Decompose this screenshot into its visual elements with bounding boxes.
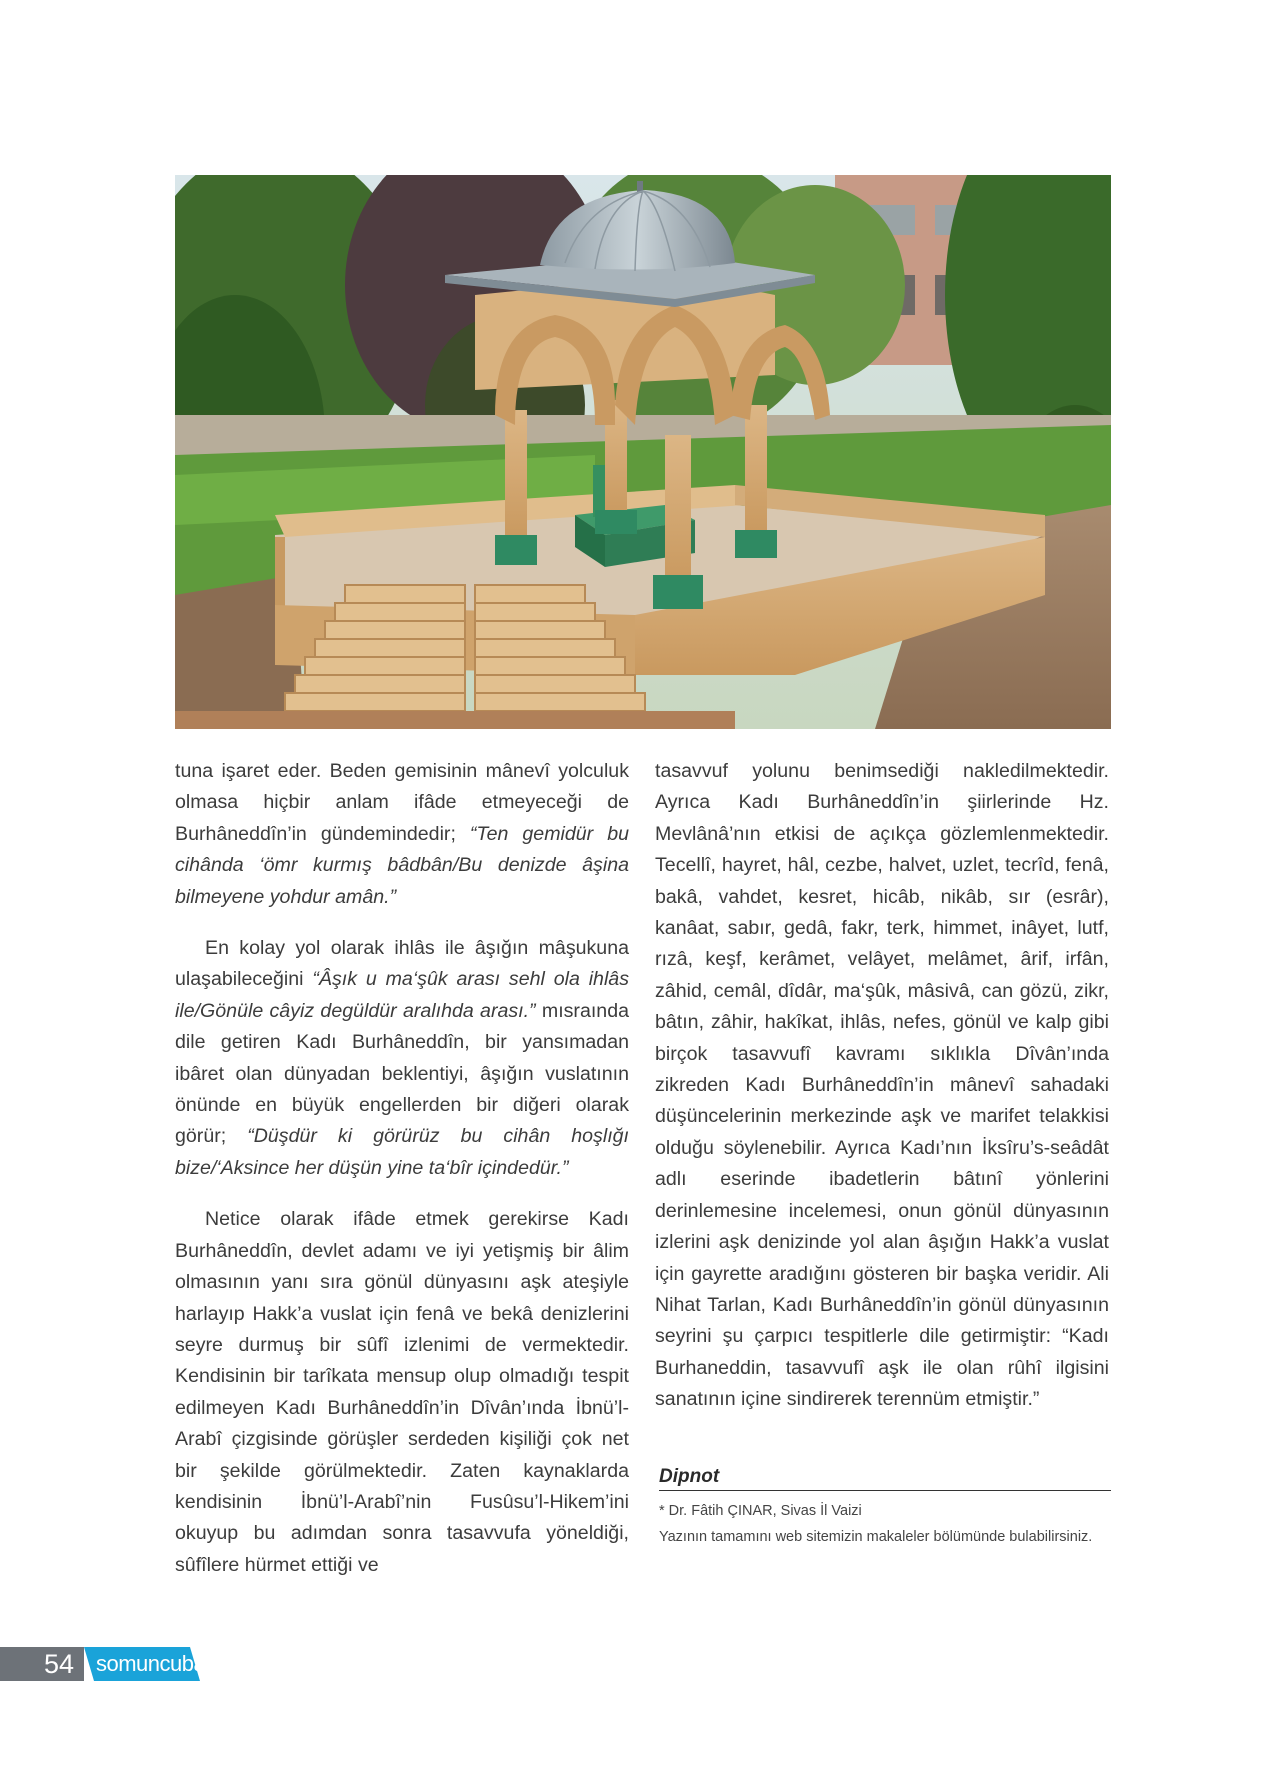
poem-quote: “Âşık u ma‘şûk arası sehl ola ihlâs ile/Gönüle câyiz degüldür aralıhda arası.” bbox=[175, 968, 630, 1022]
poem-quote: “Düşdür ki görürüz bu cihân hoşlığı bize/‘Aksince her düşün yine ta‘bîr içindedür.” bbox=[175, 1125, 629, 1179]
left-paragraph-3: Netice olarak ifâde etmek gerekirse Kadı Burhâneddîn, devlet adamı ve iyi yetişmiş bir âlim olmasının yanı sıra gönül dünyasını aşk ateşiyle harlayıp Hakk’a vuslat için fenâ ve bekâ denizlerini seyre durmuş bir sûfî izlenimi de vermektedir. Kendisinin bir tarîkata mensup olup olmadığı tespit edilmeyen Kadı Burhâneddîn’in Dîvân’ında İbnü’l-Arabî çizgisinde görüşler serdeden kişiliği çok net bir şekilde görülmektedir. Zaten kaynaklarda kendisinin İbnü’l-Arabî’nin Fusûsu’l-Hikem’ini okuyup bu adımdan sonra tasavvufa yöneldiği, sûfîlere hürmet ettiği ve bbox=[175, 1208, 629, 1576]
brand-name: somuncubaba bbox=[96, 1651, 229, 1676]
footnote-author: * Dr. Fâtih ÇINAR, Sivas İl Vaizi bbox=[659, 1503, 862, 1519]
footnote-title: Dipnot bbox=[659, 1466, 1111, 1491]
left-paragraph-1: tuna işaret eder. Beden gemisinin mânevî yolculuk olmasa hiçbir anlam ifâde etmeyeceği de Burhâneddîn’in gündemindedir; “Ten gemidür bu cihânda ‘ömr kurmış bâdbân/Bu denizde âşina bilmeyene yohdur amân.” bbox=[175, 760, 629, 908]
brand-logo bbox=[84, 1647, 229, 1681]
poem-quote: “Ten gemidür bu cihânda ‘ömr kurmış bâdbân/Bu denizde âşina bilmeyene yohdur amân.” bbox=[175, 822, 629, 908]
left-paragraph-2: En kolay yol olarak ihlâs ile âşığın mâşukuna ulaşabileceğini “Âşık u ma‘şûk arası sehl ola ihlâs ile/Gönüle câyiz degüldür aralıhda arası.” mısraında dile getiren Kadı Burhâneddîn, bir yansımadan ibâret olan dünyadan beklentiyi, âşığın vuslatının önünde en büyük engellerden bir diğeri olarak görür; “Düşdür ki görürüz bu cihân hoşlığı bize/‘Aksince her düşün yine ta‘bîr içindedür.” bbox=[175, 937, 630, 1179]
footnote-note: Yazının tamamını web sitemizin makaleler bölümünde bulabilirsiniz. bbox=[659, 1529, 1093, 1545]
left-text-column bbox=[175, 756, 629, 1581]
page-number: 54 bbox=[0, 1647, 84, 1681]
right-text-column bbox=[655, 756, 1109, 1416]
right-paragraph-1: tasavvuf yolunu benimsediği nakledilmektedir. Ayrıca Kadı Burhâneddîn’in şiirlerinde Hz. Mevlânâ’nın etkisi de açıkça gözlemlenmektedir. Tecellî, hayret, hâl, cezbe, halvet, uzlet, tecrîd, fenâ, bakâ, vahdet, kesret, hicâb, nikâb, sır (esrâr), kanâat, sabır, gedâ, fakr, terk, himmet, inâyet, lutf, rızâ, keşf, kerâmet, velâyet, melâmet, ârif, irfân, zâhid, cemâl, dîdâr, ma‘şûk, mâsivâ, can gözü, zikr, bâtın, zâhir, hakîkat, ihlâs, nefes, gönül ve kalp gibi birçok tasavvufî kavramı sıklıkla Dîvân’ında zikreden Kadı Burhâneddîn’in mânevî sahadaki düşüncelerinin merkezinde aşk ve marifet telakkisi olduğu söylenebilir. Ayrıca Kadı’nın İksîru’s-seâdât adlı eserinde ibadetlerin bâtınî yönlerini derinlemesine incelemesi, onun gönül dünyasının izlerini aşk denizinde yol alan âşığın Hakk’a vuslat için gayrette aradığını gösteren bir başka veridir. Ali Nihat Tarlan, Kadı Burhâneddîn’in gönül dünyasının seyrini şu çarpıcı tespitlerle dile getirmiştir: “Kadı Burhaneddin, tasavvufî aşk ile olan rûhî ilgisini sanatının içine sindirerek terennüm etmiştir.” bbox=[655, 760, 1109, 1411]
footnote-section bbox=[659, 1466, 1111, 1547]
tomb-photo bbox=[175, 175, 1111, 729]
